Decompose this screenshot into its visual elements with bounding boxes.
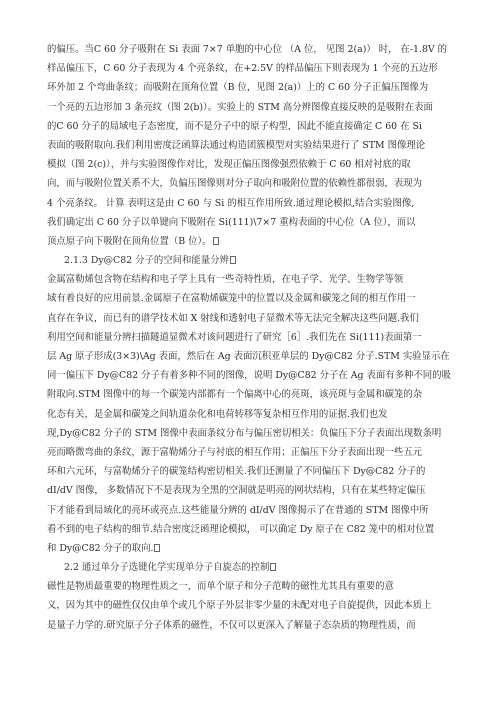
- text-line: 层 Ag 原子形成(3×3)\Ag 表面，然后在 Ag 表面沉积亚单层的 Dy@C82 分子.STM 实验显示在: [47, 351, 450, 362]
- paragraph-c60-adsorption: [47, 40, 468, 251]
- text-line: 化态有关，是金属和碳笼之间轨道杂化和电荷转移等复杂相互作用的证据.我们也发: [47, 408, 388, 420]
- text-line: 的C 60 分子的局域电子态密度，而不是分子中的原子构型，因此不能直接确定 C 60 在 Si: [47, 120, 422, 132]
- text-line: 一个亮的五边形加 3 条亮纹（图 2(b)）。实验上的 STM 高分辨图像直接反映的是吸附在表面: [47, 101, 433, 113]
- text-line: 看不到的电子结构的细节.结合密度泛函理论模拟， 可以确定 Dy 原子在 C82 笼中的相对位置: [47, 523, 435, 535]
- text-line: 是量子力学的.研究原子分子体系的磁性，不仅可以更深入了解量子态杂质的物理性质，而: [47, 619, 416, 631]
- section-heading-2-2: [47, 558, 468, 577]
- paragraph-magnetism: [47, 577, 468, 635]
- paragraph-dy-c82: [47, 270, 468, 558]
- text-line: 我们确定出 C 60 分子以单键向下吸附在 Si(111)\7×7 重构表面的中心位（A 位），而以: [47, 216, 416, 228]
- text-line: 下才能看到局域化的亮环或亮点.这些能量分辨的 dI/dV 图像揭示了在普通的 STM 图像中所: [47, 504, 429, 516]
- text-line: 义，因为其中的磁性仅仅由单个或几个原子外层非零少量的未配对电子自旋提供，因此本质上: [47, 600, 432, 612]
- heading-end-mark: [230, 256, 236, 264]
- text-line: 样品偏压下，C 60 分子表现为 4 个亮条纹，在+2.5V 的样品偏压下则表现为 1 个亮的五边形: [47, 63, 438, 75]
- section-heading-2-1-3: [47, 251, 468, 270]
- text-line: 直存在争议，而已有的谱学技术如 X 射线和透射电子显微术等无法完全解决这些问题.我们: [47, 312, 419, 324]
- text-line: dI/dV 图像， 多数情况下不是表现为全黑的空洞就是明亮的网状结构，只有在某些特定偏压: [47, 485, 426, 497]
- text-line: 金属富勒烯包含物在结构和电子学上具有一些奇特性质，在电子学、光学、生物学等领: [47, 274, 404, 286]
- text-line: 的偏压。当C 60 分子吸附在 Si 表面 7×7 单胞的中心位 （A 位， 见图 2(a)） 时， 在-1.8V 的: [47, 44, 448, 55]
- text-line: 环外加 2 个弯曲条纹；而吸附在顶角位置（B 位，见图 2(a)）上的 C 60 分子正偏压图像为: [47, 82, 429, 94]
- text-line: 亮而略微弯曲的条纹，源于富勒烯分子与衬底的相互作用；正偏压下分子表面出现一些五元: [47, 446, 423, 458]
- text-line: 现,Dy@C82 分子的 STM 图像中表面条纹分布与偏压密切相关：负偏压下分子表面出现数条明: [47, 427, 442, 439]
- text-line: 4 个亮条纹。 计算 表明这是由 C 60 与 Si 的相互作用所致.通过理论模拟,结合实验图像,: [47, 197, 415, 209]
- text-line: 环和六元环，与富勒烯分子的碳笼结构密切相关.我们还测量了不同偏压下 Dy@C82 分子的: [47, 466, 426, 478]
- text-line: 利用空间和能量分辨扫描隧道显微术对该问题进行了研究［6］.我们先在 Si(111)表面第一: [47, 331, 422, 343]
- paragraph-end-mark: [154, 544, 160, 552]
- heading-text: 2.1.3 Dy@C82 分子的空间和能量分辨: [47, 251, 468, 270]
- text-line: 同一偏压下 Dy@C82 分子有着多种不同的图像，说明 Dy@C82 分子在 Ag 表面有多种不同的吸: [47, 370, 451, 382]
- text-line: 磁性是物质最重要的物理性质之一，而单个原子和分子范畴的磁性尤其具有重要的意: [47, 581, 394, 593]
- heading-end-mark: [270, 563, 276, 571]
- text-line: 附取向.STM 图像中的每一个碳笼内部都有一个偏离中心的亮斑，该亮斑与金属和碳笼的杂: [47, 389, 423, 401]
- text-line: 模拟（图 2(c)），并与实验图像作对比，发现正偏压图像强烈依赖于 C 60 相对衬底的取: [47, 159, 411, 171]
- heading-text: 2.2 通过单分子选键化学实现单分子自旋态的控制: [47, 558, 468, 577]
- text-line: 域有着良好的应用前景.金属原子在富勒烯碳笼中的位置以及金属和碳笼之间的相互作用一: [47, 293, 416, 305]
- text-line: 表面的吸附取向.我们利用密度泛函算法通过构造团簇模型对实验结果进行了 STM 图像理论: [47, 139, 426, 151]
- paragraph-end-mark: [213, 237, 219, 245]
- text-line: 向，而与吸附位置关系不大，负偏压图像则对分子取向和吸附位置的依赖性都很弱，表现为: [47, 178, 423, 190]
- text-line: 和 Dy@C82 分子的取向.: [47, 539, 468, 558]
- text-line: 顶点原子向下吸附在顶角位置（B 位）。: [47, 232, 468, 251]
